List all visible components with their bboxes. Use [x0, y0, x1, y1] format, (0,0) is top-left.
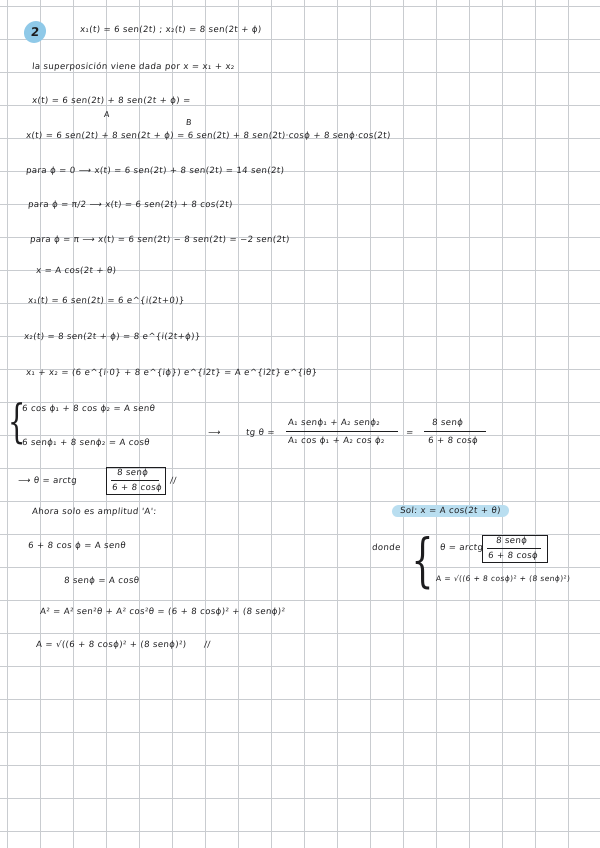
solution-theta-numerator: 8 senϕ	[495, 536, 528, 546]
x1-exponential: x₁(t) = 6 sen(2t) = 6 e^{i(2t+0)}	[27, 296, 186, 306]
equals-sign: =	[405, 428, 414, 438]
x2-exponential: x₂(t) = 8 sen(2t + ϕ) = 8 e^{i(2t+ϕ)}	[23, 332, 202, 342]
system-brace: {	[7, 394, 26, 448]
solution-theta-bar	[487, 548, 541, 549]
fraction-2-numerator: 8 senϕ	[431, 418, 464, 428]
fraction-1-bar	[286, 431, 398, 432]
expansion-line: x(t) = 6 sen(2t) + 8 sen(2t + ϕ) = 6 sen(2t) + 8 sen(2t)·cosϕ + 8 senϕ·cos(2t)	[25, 131, 392, 141]
solution-highlight: Sol: x = A cos(2t + θ)	[391, 505, 509, 517]
label-a: A	[103, 110, 110, 119]
theta-denominator: 6 + 8 cosϕ	[111, 483, 163, 493]
general-form: x = A cos(2t + θ)	[35, 266, 117, 276]
problem-statement: x₁(t) = 6 sen(2t) ; x₂(t) = 8 sen(2t + ϕ)	[79, 25, 262, 35]
amplitude-heading: Ahora solo es amplitud 'A':	[31, 507, 157, 517]
solution-amplitude: A = √((6 + 8 cosϕ)² + (8 senϕ)²)	[435, 574, 571, 583]
theta-numerator: 8 senϕ	[116, 468, 149, 478]
solution-theta: θ = arctg	[439, 543, 484, 553]
solution-brace: {	[411, 526, 434, 594]
fraction-1-numerator: A₁ senϕ₁ + A₂ senϕ₂	[287, 418, 381, 428]
sum-expression: x(t) = 6 sen(2t) + 8 sen(2t + ϕ) =	[31, 96, 191, 106]
exercise-number-badge: 2	[23, 21, 47, 43]
case-phi-half-pi: para ϕ = π/2 ⟶ x(t) = 6 sen(2t) + 8 cos(2t)	[27, 200, 234, 210]
fraction-2-denominator: 6 + 8 cosϕ	[427, 436, 479, 446]
superposition-text: la superposición viene dada por x = x₁ + x₂	[31, 62, 236, 72]
case-phi-pi: para ϕ = π ⟶ x(t) = 6 sen(2t) − 8 sen(2t) = −2 sen(2t)	[29, 235, 291, 245]
phasor-sum: x₁ + x₂ = (6 e^{i·0} + 8 e^{iϕ}) e^{i2t} = A e^{i2t} e^{iθ}	[25, 368, 318, 378]
label-b: B	[185, 118, 192, 127]
amplitude-eq-2: 8 senϕ = A cosθ	[63, 576, 140, 586]
solution-theta-denominator: 6 + 8 cosϕ	[487, 551, 539, 561]
fraction-1-denominator: A₁ cos ϕ₁ + A₂ cos ϕ₂	[287, 436, 386, 446]
tangent-label: tg θ =	[245, 428, 276, 438]
where-label: donde	[371, 543, 402, 553]
theta-result: ⟶ θ = arctg	[17, 476, 78, 486]
case-phi-0: para ϕ = 0 ⟶ x(t) = 6 sen(2t) + 8 sen(2t) = 14 sen(2t)	[25, 166, 285, 176]
fraction-2-bar	[424, 431, 486, 432]
amplitude-result: A = √((6 + 8 cosϕ)² + (8 senϕ)²)	[35, 640, 187, 650]
theta-end-mark: //	[169, 476, 177, 486]
system-eq-1: 6 cos ϕ₁ + 8 cos ϕ₂ = A senθ	[21, 404, 156, 414]
amplitude-squared: A² = A² sen²θ + A² cos²θ = (6 + 8 cosϕ)² + (8 senϕ)²	[39, 607, 286, 617]
implies-arrow: ⟶	[207, 428, 222, 438]
system-eq-2: 6 senϕ₁ + 8 senϕ₂ = A cosθ	[21, 438, 151, 448]
amplitude-eq-1: 6 + 8 cos ϕ = A senθ	[27, 541, 127, 551]
amplitude-end-mark: //	[203, 640, 211, 650]
theta-fraction-bar	[111, 480, 159, 481]
